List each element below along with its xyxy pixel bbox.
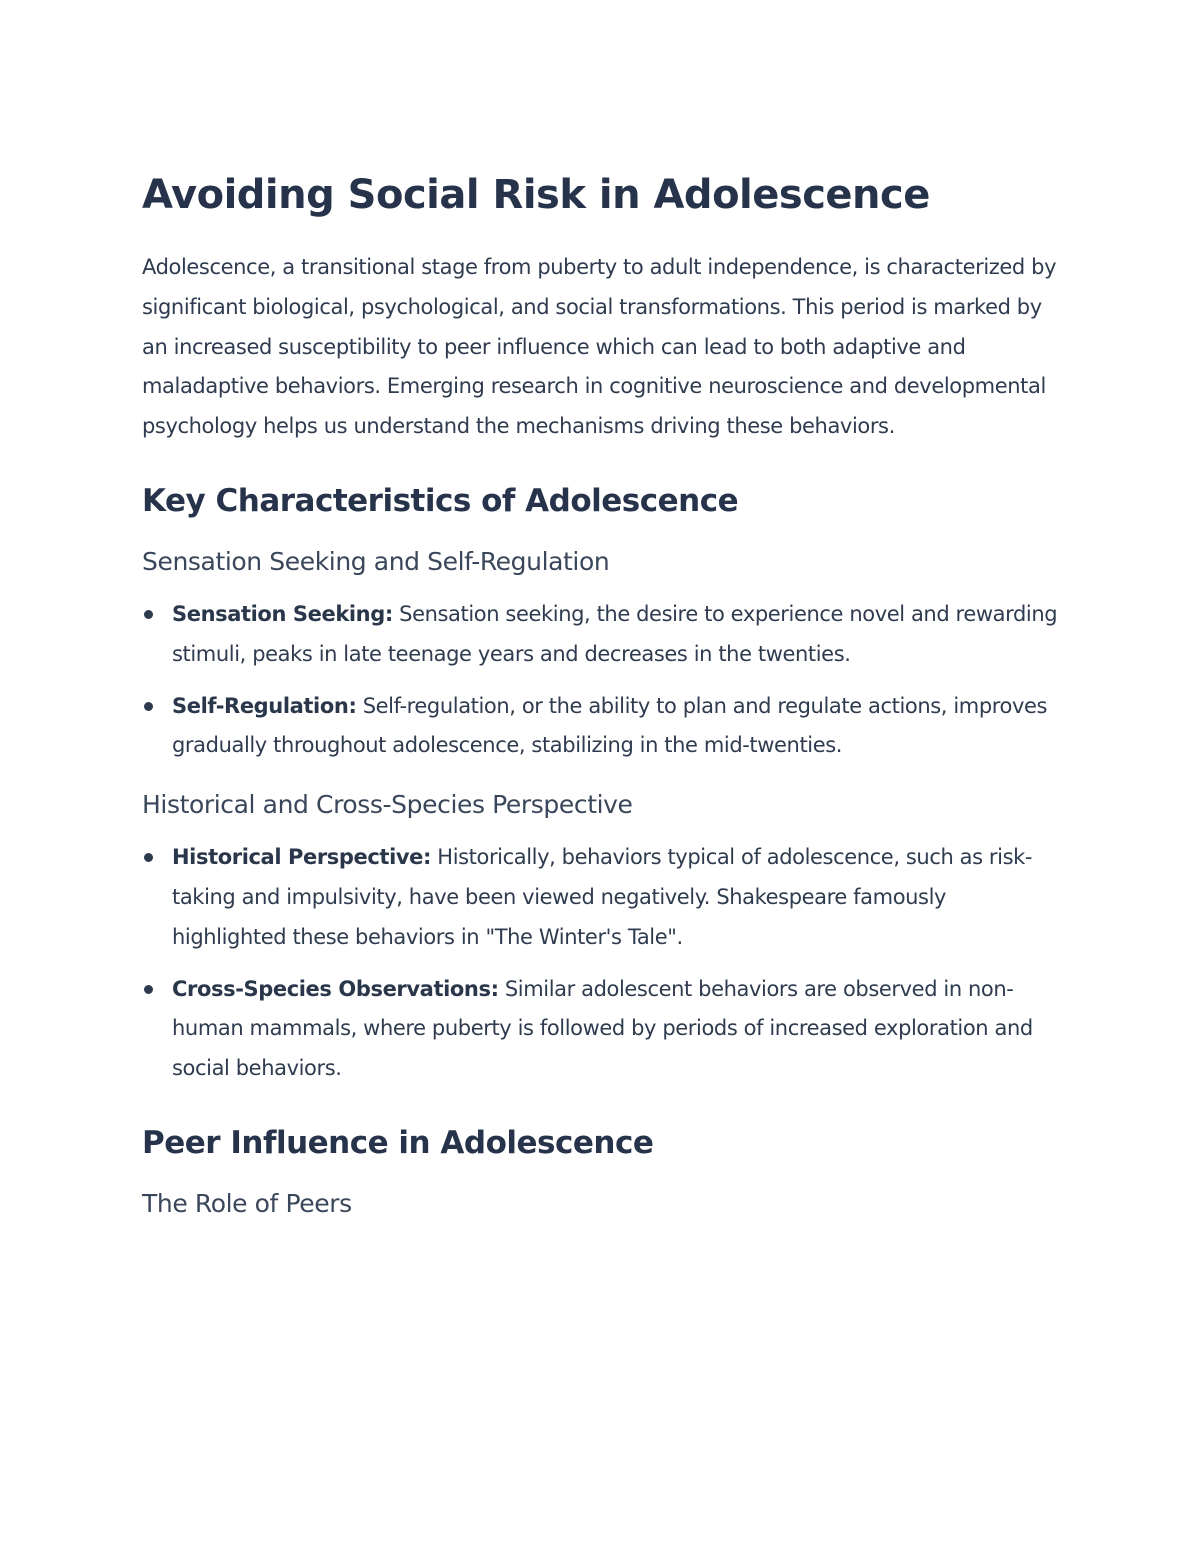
list-item [142, 970, 1062, 1089]
term-label: Self-Regulation [172, 693, 349, 718]
term-label: Cross-Species Observations [172, 976, 491, 1001]
bullet-icon [144, 702, 153, 711]
bullet-list-historical [142, 838, 1062, 1089]
item-text: Similar adolescent behaviors are observed in non-human mammals, where puberty is followed by periods of increased exploration and social behaviors. [172, 976, 1033, 1081]
term-separator: : [348, 693, 357, 718]
item-text: Historically, behaviors typical of adolescence, such as risk-taking and impulsivity, have been viewed negatively. Shakespeare famously highlighted these behaviors in "The Winter's Tale". [172, 845, 1033, 949]
list-item [142, 838, 1062, 957]
term-separator: : [490, 976, 499, 1001]
bullet-icon [144, 985, 153, 994]
bullet-icon [144, 853, 153, 862]
term-label: Sensation Seeking [172, 601, 385, 626]
term-label: Historical Perspective [172, 845, 424, 870]
document-title: Avoiding Social Risk in Adolescence [142, 172, 930, 218]
section-heading-key-characteristics: Key Characteristics of Adolescence [142, 482, 739, 519]
document-page [142, 166, 1062, 1223]
section-heading-peer-influence: Peer Influence in Adolescence [142, 1124, 654, 1161]
term-separator: : [384, 601, 393, 626]
intro-paragraph: Adolescence, a transitional stage from puberty to adult independence, is characterized by significant biological, psychological, and social transformations. This period is marked by an increased susceptibility to peer influence which can lead to both adaptive and maladaptive behaviors. Emerging research in cognitive neuroscience and developmental psychology helps us understand the mechanisms driving these behaviors. [142, 255, 1057, 439]
list-item [142, 595, 1062, 675]
bullet-list-sensation [142, 595, 1062, 766]
subsection-heading-sensation-seeking: Sensation Seeking and Self-Regulation [142, 546, 610, 576]
subsection-heading-role-of-peers: The Role of Peers [142, 1188, 352, 1218]
subsection-heading-historical: Historical and Cross-Species Perspective [142, 790, 633, 820]
item-text: Sensation seeking, the desire to experience novel and rewarding stimuli, peaks in late teenage years and decreases in the twenties. [172, 601, 1058, 666]
list-item [142, 687, 1062, 767]
item-text: Self-regulation, or the ability to plan and regulate actions, improves gradually throughout adolescence, stabilizing in the mid-twenties. [172, 693, 1048, 758]
bullet-icon [144, 610, 153, 619]
term-separator: : [423, 845, 432, 870]
